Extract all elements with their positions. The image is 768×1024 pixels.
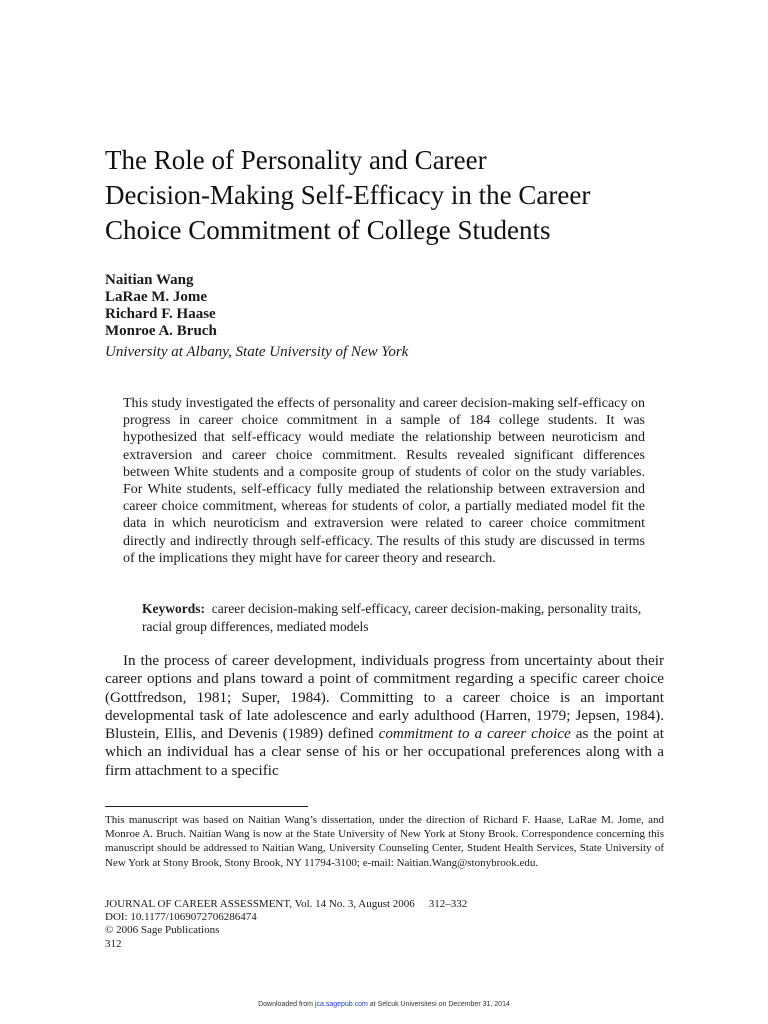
citation-copyright: © 2006 Sage Publications [105, 924, 220, 937]
abstract: This study investigated the effects of personality and career decision-making self-efficacy on progress in career choice commitment in a sample of 184 college students. It was hypothesized that self-efficacy would mediate the relationship between neuroticism and extraversion and career choice commitment. Results revealed significant differences between White students and a composite group of students of color on the study variables. For White students, self-efficacy fully mediated the relationship between extraversion and career choice commitment, whereas for students of color, a partially mediated model fit the data in which neuroticism and extraversion were related to career choice commitment directly and indirectly through self-efficacy. The results of this study are discussed in terms of the implications they might have for career theory and research. [123, 396, 645, 566]
author-name: LaRae M. Jome [105, 289, 208, 305]
citation-block [105, 898, 665, 951]
citation-journal-row [105, 898, 665, 911]
body-emphasis: commitment to a career choice [378, 725, 571, 743]
author-name: Monroe A. Bruch [105, 323, 217, 339]
citation-doi: DOI: 10.1177/1069072706286474 [105, 911, 257, 924]
author-affiliation: University at Albany, State University of New York [105, 344, 409, 360]
title-line-2: Decision-Making Self-Efficacy in the Career [105, 180, 591, 210]
download-prefix: Downloaded from [258, 1001, 315, 1008]
citation-pages: 312–332 [428, 898, 468, 910]
page-number: 312 [105, 937, 122, 950]
keywords [142, 600, 642, 635]
keywords-label: Keywords: [142, 601, 205, 616]
author-list [105, 272, 665, 340]
download-suffix: at Selcuk Universitesi on December 31, 2014 [367, 1001, 510, 1008]
author-name: Richard F. Haase [105, 306, 216, 322]
title-line-3: Choice Commitment of College Students [105, 215, 551, 245]
citation-journal: JOURNAL OF CAREER ASSESSMENT, Vol. 14 No. 3, August 2006 [105, 898, 415, 910]
download-notice [0, 1001, 768, 1008]
download-source-link[interactable]: jca.sagepub.com [314, 1001, 368, 1008]
keywords-text: career decision-making self-efficacy, career decision-making, personality traits, racial group differences, mediated models [142, 601, 642, 634]
article-title [105, 143, 685, 248]
body-text-part-1: In the process of career development, individuals progress from uncertainty about their career options and plans toward a point of commitment regarding a specific career choice (Gottfredson, 1981; Super, 1984). Committing to a career choice is an important developmental task of late adolescence and early adulthood (Harren, 1979; Jepsen, 1984). Blustein, Ellis, and Devenis (1989) defined [105, 652, 664, 743]
footnote: This manuscript was based on Naitian Wang’s dissertation, under the direction of Richard F. Haase, LaRae M. Jome, and Monroe A. Bruch. Naitian Wang is now at the State University of New York at Stony Brook. Correspondence concerning this manuscript should be addressed to Naitian Wang, University Counseling Center, Student Health Services, State University of New York at Stony Brook, Stony Brook, NY 11794-3100; e-mail: Naitian.Wang@stonybrook.edu. [105, 814, 664, 869]
body-text-part-2: as the point at which an individual has a clear sense of his or her occupational preferences along with a firm attachment to a specific [105, 725, 665, 779]
title-line-1: The Role of Personality and Career [105, 145, 487, 175]
author-name: Naitian Wang [105, 272, 194, 288]
body-paragraph [105, 652, 664, 780]
footnote-divider [105, 806, 308, 807]
